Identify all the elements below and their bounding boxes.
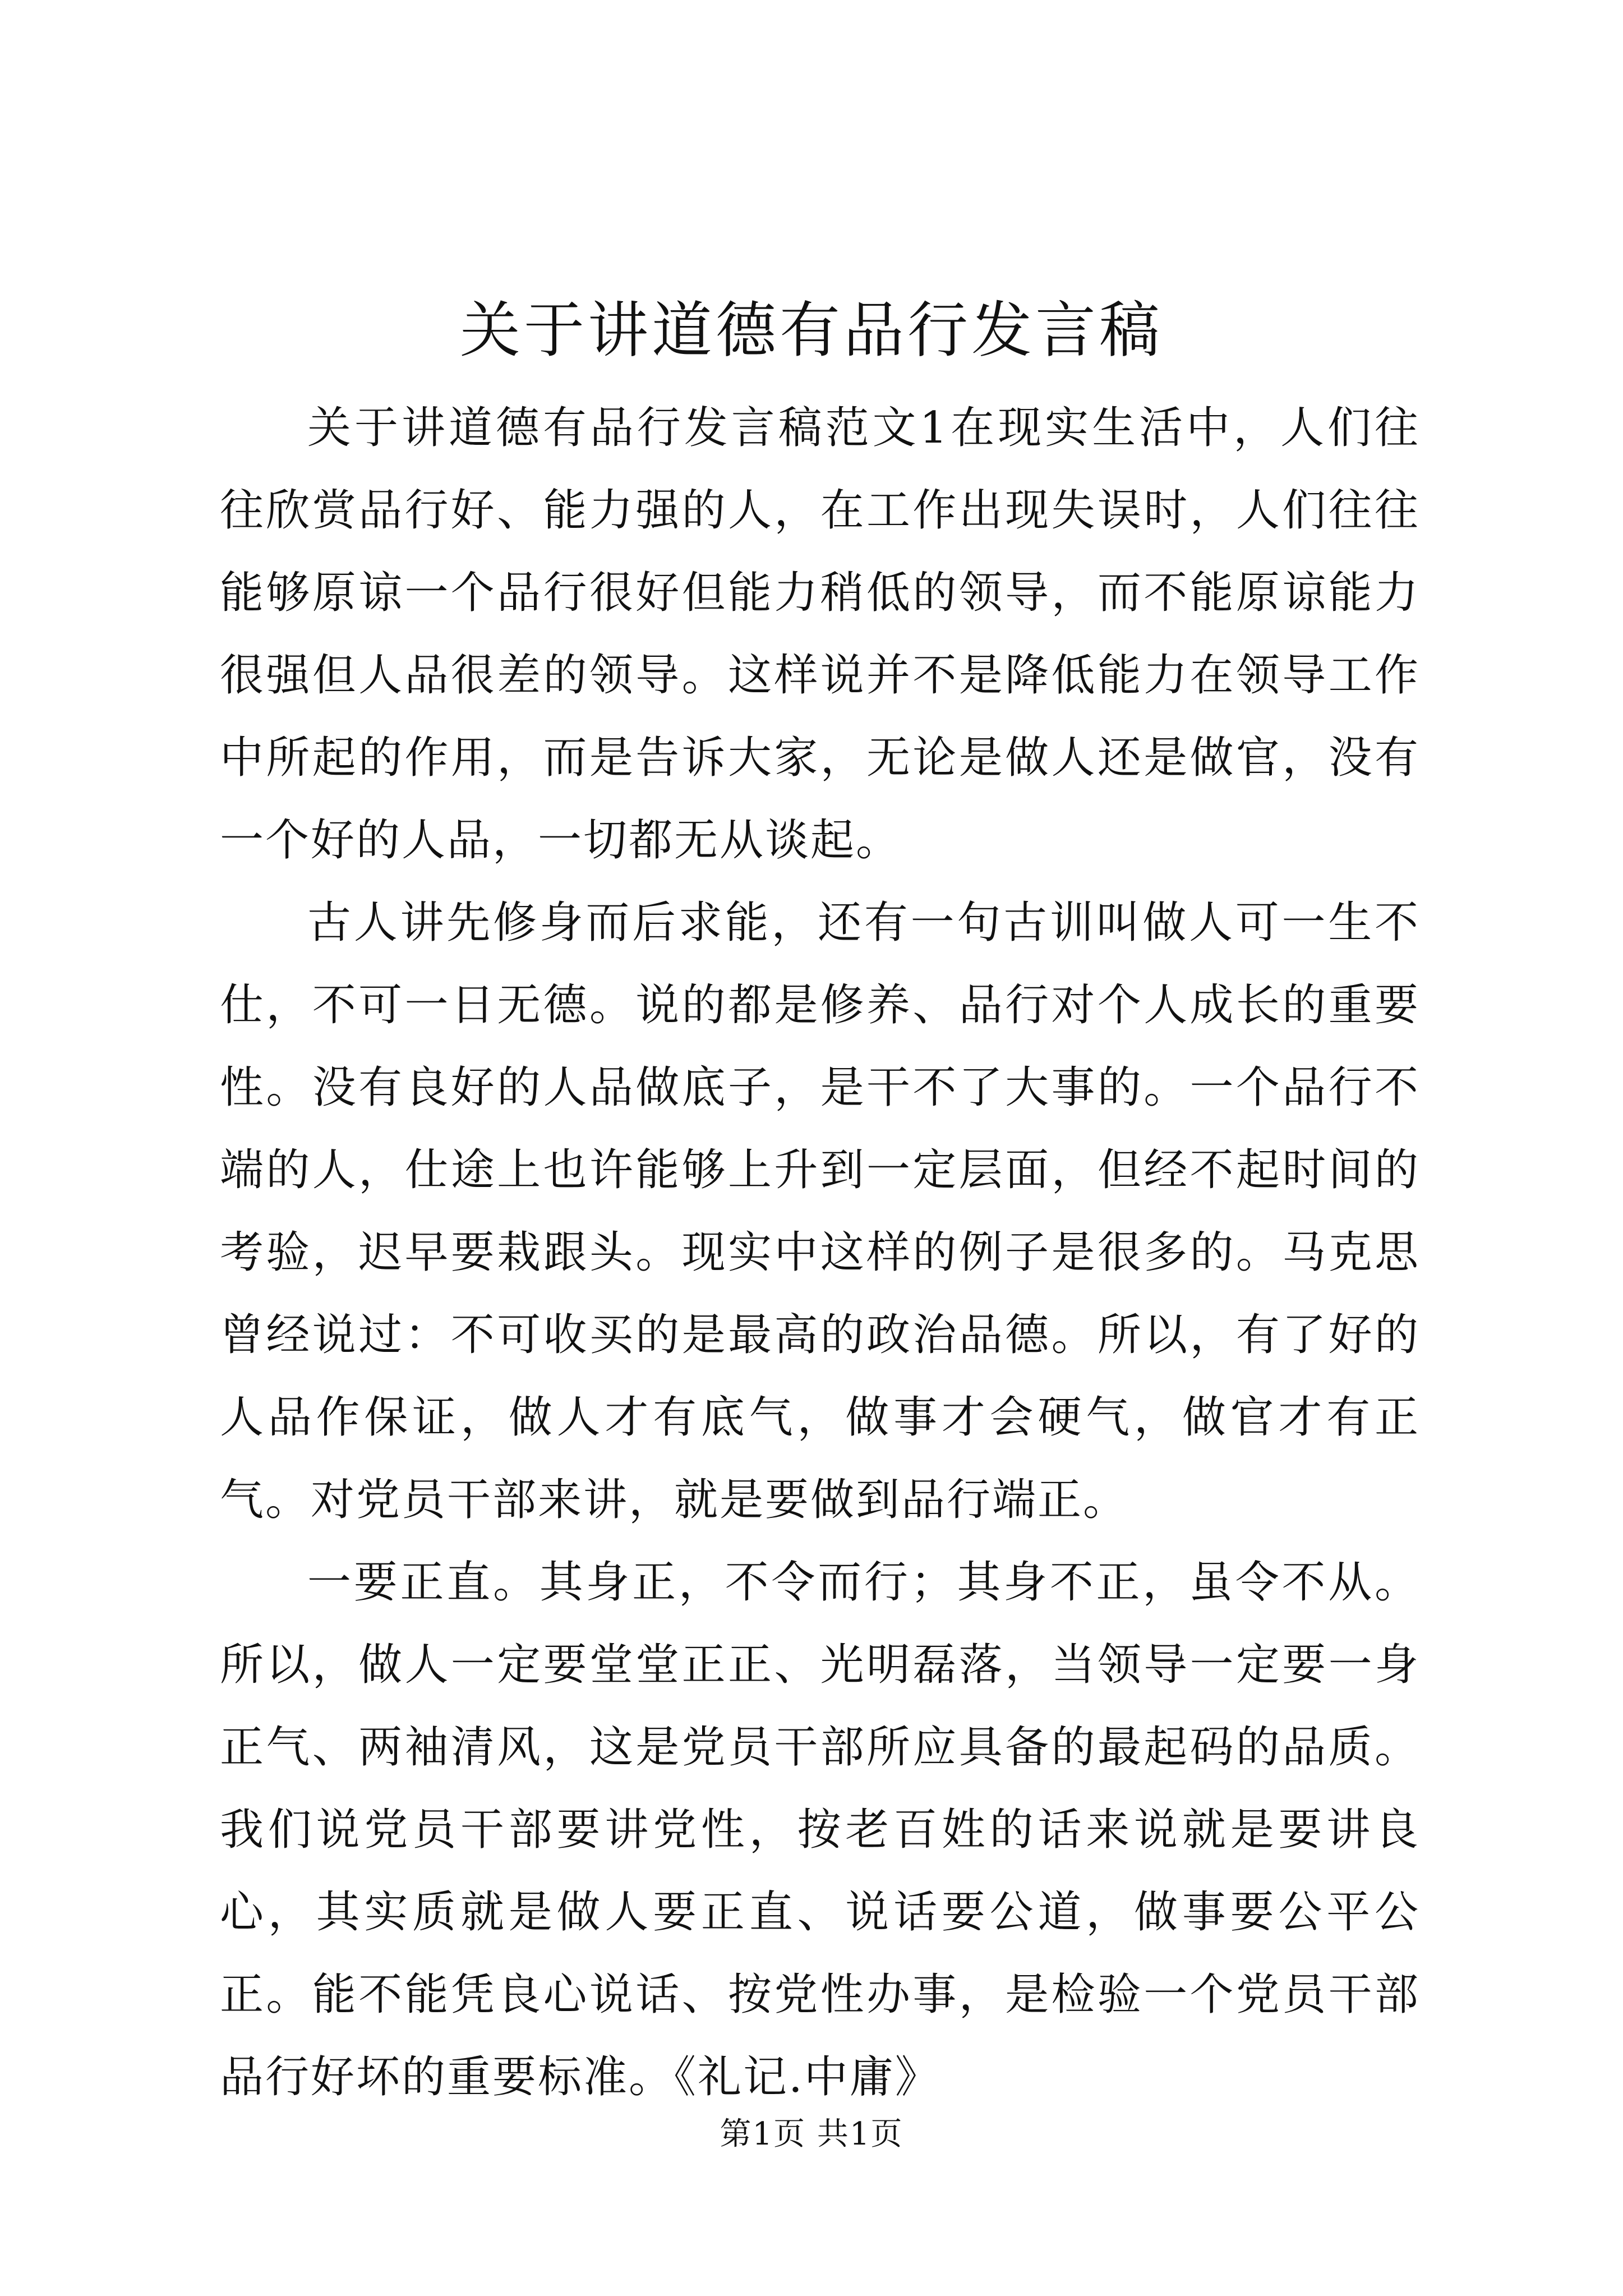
paragraph-3: 一要正直。其身正，不令而行；其身不正，虽令不从。所以，做人一定要堂堂正正、光明磊落，当领导一定要一身正气、两袖清风，这是党员干部所应具备的最起码的品质。我们说党员干部要讲党性，按老百姓的话来说就是要讲良心，其实质就是做人要正直、说话要公道，做事要公平公正。能不能凭良心说话、按党性办事，是检验一个党员干部品行好坏的重要标准。《礼记.中庸》 bbox=[220, 1557, 1420, 2102]
paragraph-1: 关于讲道德有品行发言稿范文1在现实生活中，人们往往欣赏品行好、能力强的人，在工作出现失误时，人们往往能够原谅一个品行很好但能力稍低的领导，而不能原谅能力很强但人品很差的领导。这样说并不是降低能力在领导工作中所起的作用，而是告诉大家，无论是做人还是做官，没有一个好的人品，一切都无从谈起。 bbox=[220, 403, 1420, 866]
document-body bbox=[220, 387, 1420, 2119]
page-footer: 第1页 共1页 bbox=[720, 2116, 903, 2152]
document-title: 关于讲道德有品行发言稿 bbox=[459, 296, 1163, 366]
paragraph-2: 古人讲先修身而后求能，还有一句古训叫做人可一生不仕，不可一日无德。说的都是修养、品行对个人成长的重要性。没有良好的人品做底子，是干不了大事的。一个品行不端的人，仕途上也许能够上升到一定层面，但经不起时间的考验，迟早要栽跟头。现实中这样的例子是很多的。马克思曾经说过：不可收买的是最高的政治品德。所以，有了好的人品作保证，做人才有底气，做事才会硬气，做官才有正气。对党员干部来讲，就是要做到品行端正。 bbox=[220, 898, 1420, 1525]
